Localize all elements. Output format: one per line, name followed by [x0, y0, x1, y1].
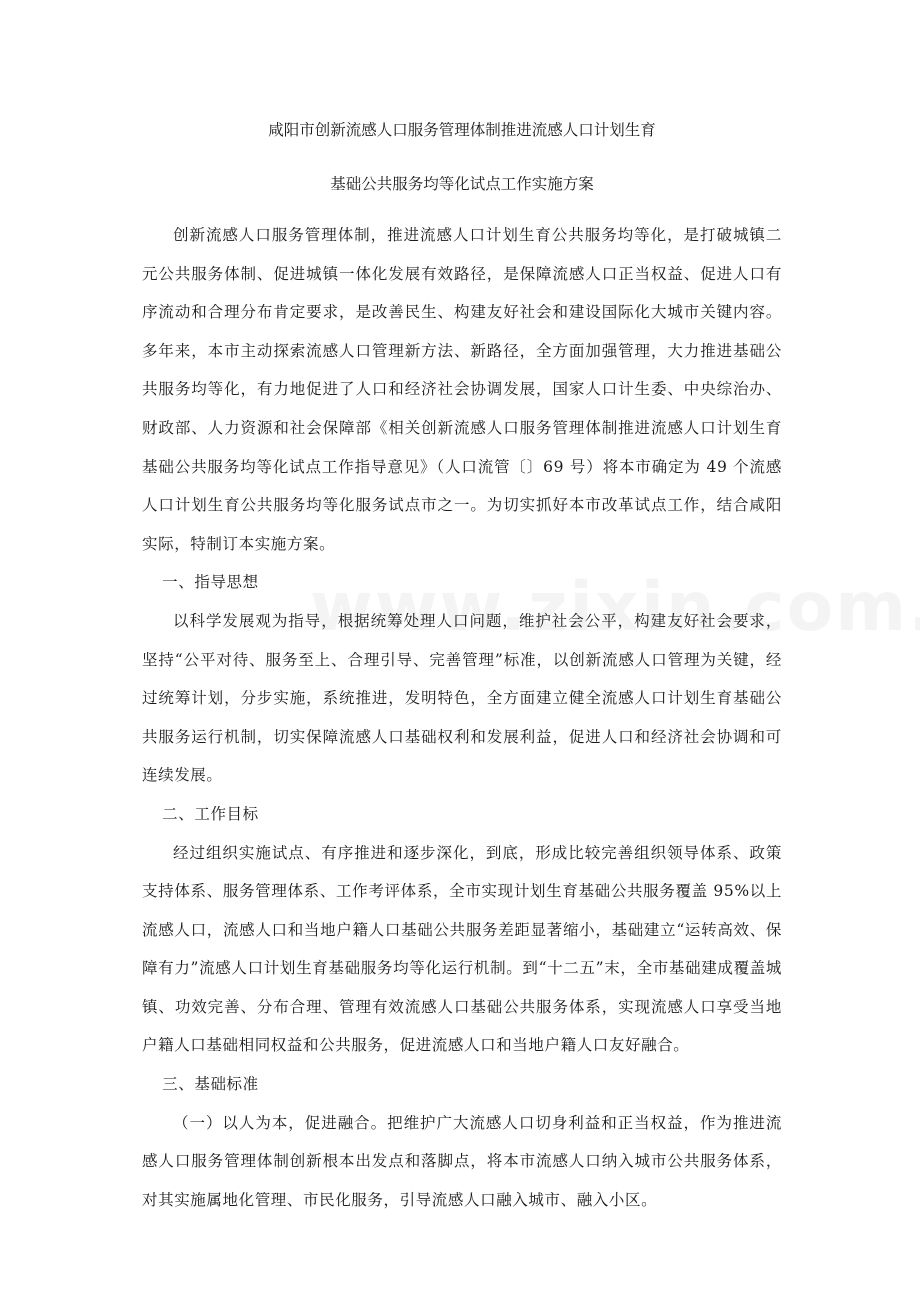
- section2-heading: 二、工作目标: [162, 804, 259, 823]
- section3-item1-paragraph: （一）以人为本，促进融合。把维护广大流感人口切身利益和正当权益，作为推进流感人口服务管理体制创新根本出发点和落脚点，将本市流感人口纳入城市公共服务体系，对其实施属地化管理、市民化服务，引导流感人口融入城市、融入小区。: [142, 1113, 782, 1209]
- document-title-line1: 咸阳市创新流感人口服务管理体制推进流感人口计划生育: [268, 121, 656, 139]
- section1-paragraph: 以科学发展观为指导，根据统筹处理人口问题，维护社会公平，构建友好社会要求，坚持“公平对待、服务至上、合理引导、完善管理”标准，以创新流感人口管理为关键，经过统筹计划，分步实施，系统推进，发明特色，全方面建立健全流感人口计划生育基础公共服务运行机制，切实保障流感人口基础权利和发展利益，促进人口和经济社会协调和可连续发展。: [142, 611, 782, 785]
- document-page: [142, 112, 782, 1219]
- intro-paragraph: 创新流感人口服务管理体制，推进流感人口计划生育公共服务均等化，是打破城镇二元公共服务体制、促进城镇一体化发展有效路径，是保障流感人口正当权益、促进人口有序流动和合理分布肯定要求，是改善民生、构建友好社会和建设国际化大城市关键内容。多年来，本市主动探索流感人口管理新方法、新路径，全方面加强管理，大力推进基础公共服务均等化，有力地促进了人口和经济社会协调发展，国家人口计生委、中央综治办、财政部、人力资源和社会保障部《相关创新流感人口服务管理体制推进流感人口计划生育基础公共服务均等化试点工作指导意见》（人口流管〔〕69 号）将本市确定为 49 个流感人口计划生育公共服务均等化服务试点市之一。为切实抓好本市改革试点工作，结合咸阳实际，特制订本实施方案。: [142, 226, 782, 553]
- section1-heading: 一、指导思想: [162, 573, 259, 592]
- section3-heading: 三、基础标准: [162, 1075, 259, 1094]
- document-title-line2: 基础公共服务均等化试点工作实施方案: [330, 175, 594, 193]
- section2-paragraph: 经过组织实施试点、有序推进和逐步深化，到底，形成比较完善组织领导体系、政策支持体系、服务管理体系、工作考评体系，全市实现计划生育基础公共服务覆盖 95%以上流感人口，流感人口和当地户籍人口基础公共服务差距显著缩小，基础建立“运转高效、保障有力”流感人口计划生育基础服务均等化运行机制。到“十二五”末，全市基础建成覆盖城镇、功效完善、分布合理、管理有效流感人口基础公共服务体系，实现流感人口享受当地户籍人口基础相同权益和公共服务，促进流感人口和当地户籍人口友好融合。: [142, 843, 782, 1055]
